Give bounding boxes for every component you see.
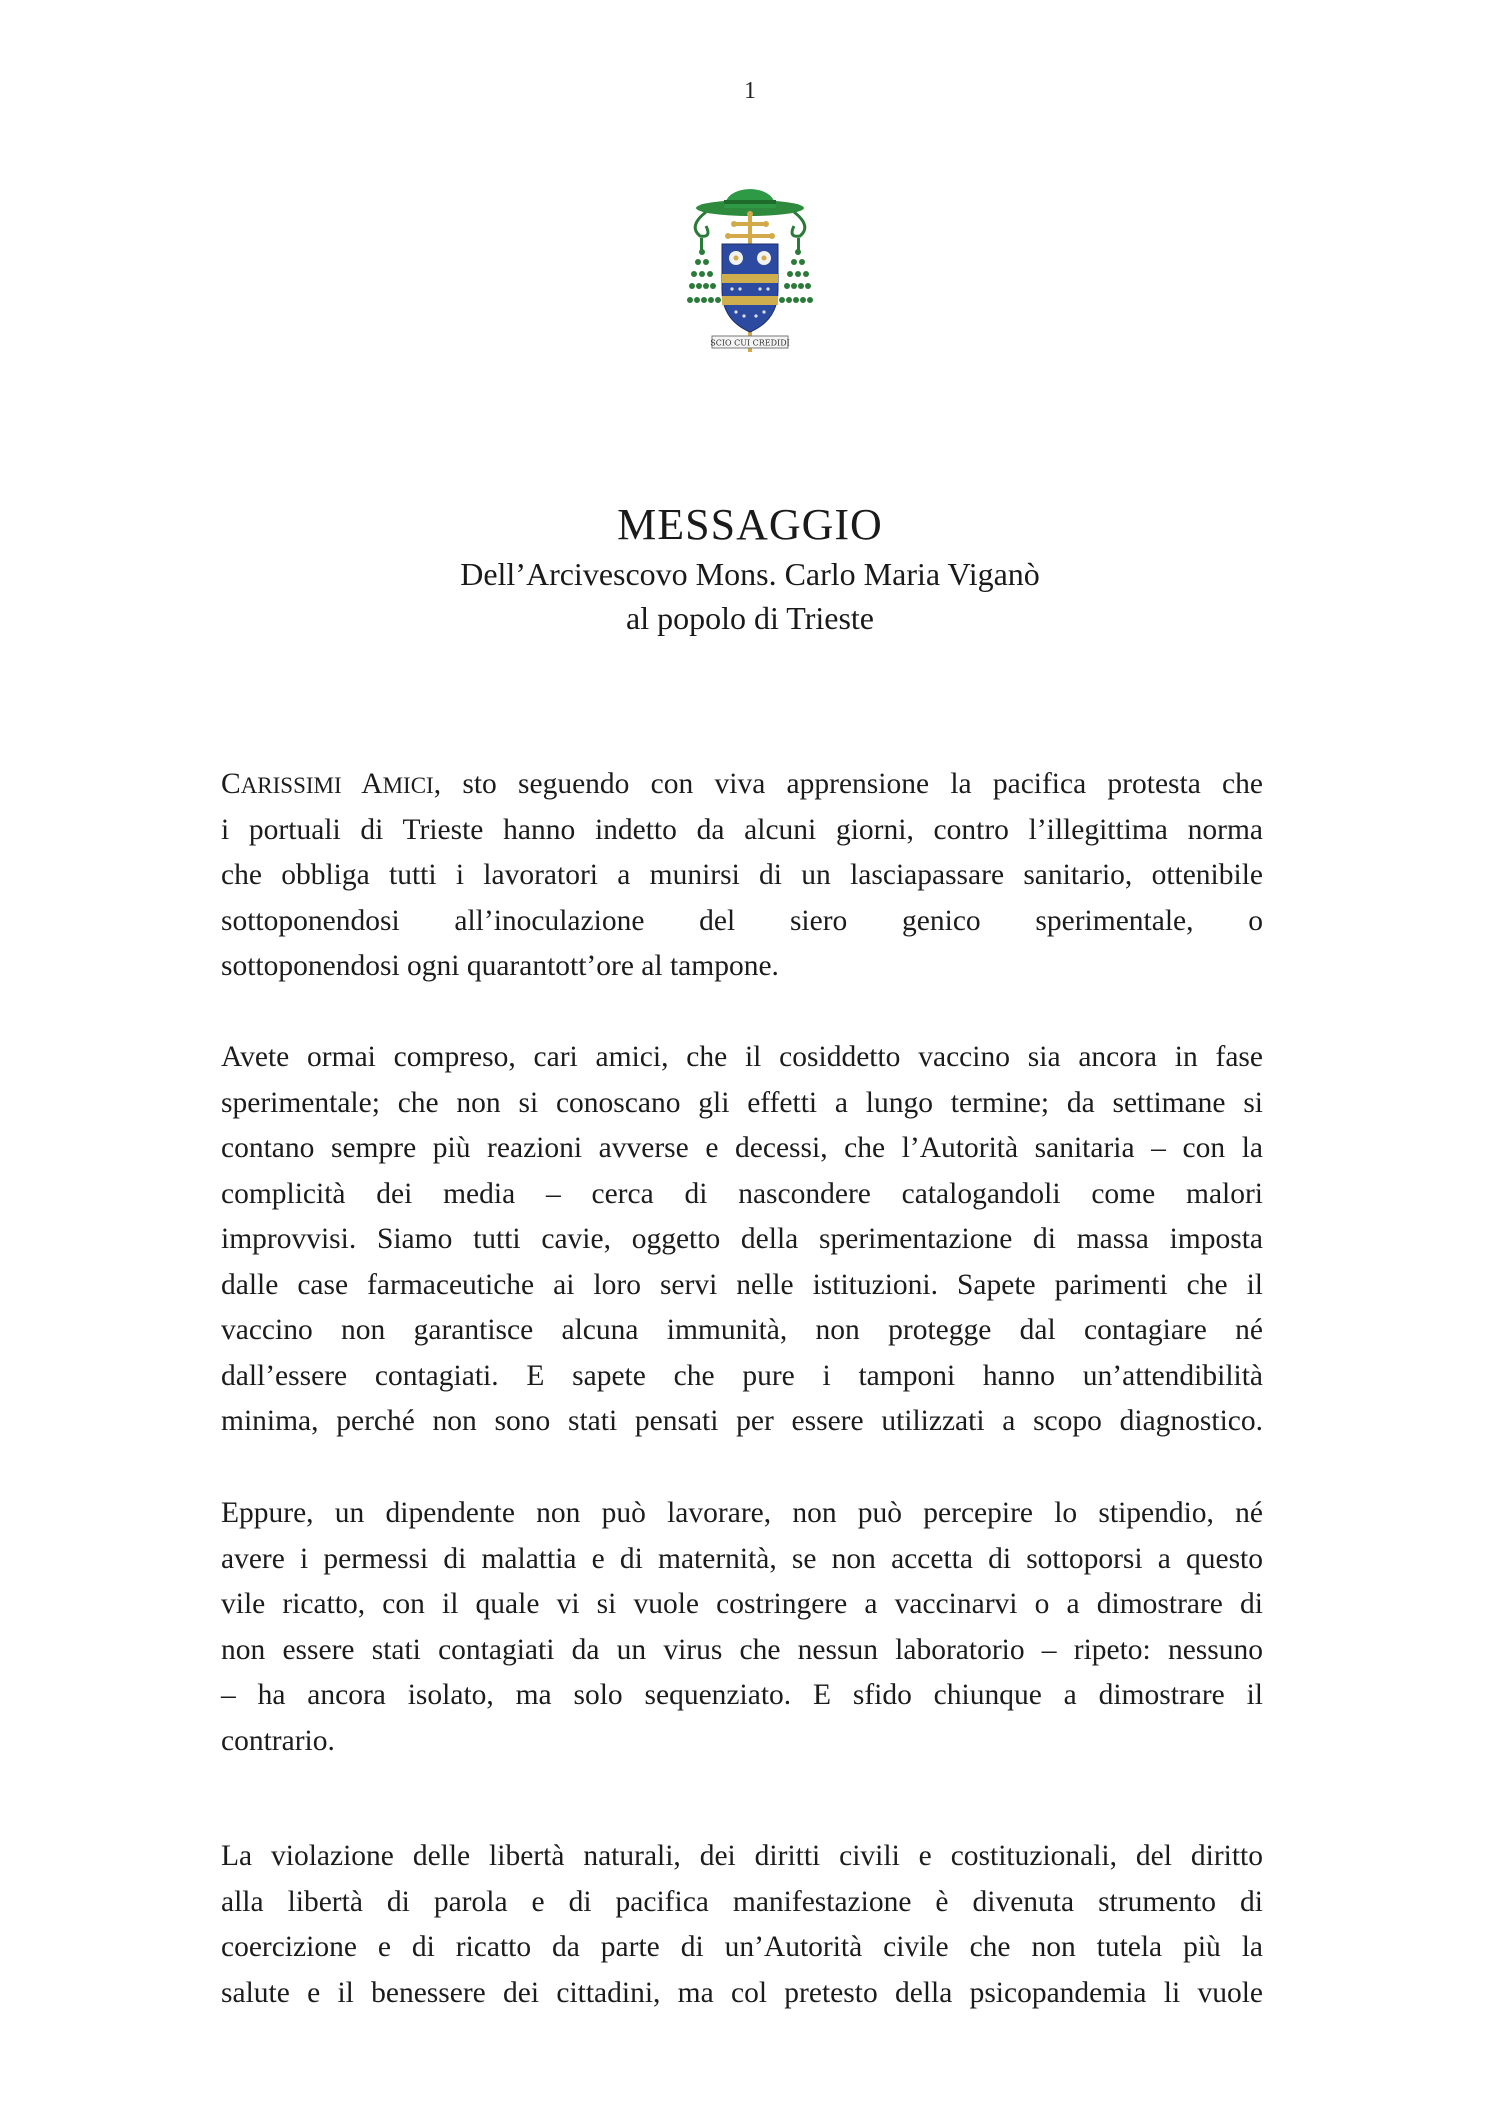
coat-of-arms-icon [684, 186, 816, 361]
page-number: 1 [744, 78, 756, 104]
paragraph-line: i portuali di Trieste hanno indetto da alcuni giorni, contro l’illegittima norma [221, 813, 1263, 846]
document-title: MESSAGGIO [617, 500, 883, 549]
paragraph-line: coercizione e di ricatto da parte di un’Autorità civile che non tutela più la [221, 1931, 1263, 1963]
salutation-cap: A [361, 768, 383, 800]
salutation-smallcaps: ARISSIMI [240, 773, 362, 798]
paragraph-line: contano sempre più reazioni avverse e decessi, che l’Autorità sanitaria – con la [221, 1132, 1263, 1164]
document-header [0, 498, 1500, 640]
paragraph-line: Eppure, un dipendente non può lavorare, non può percepire lo stipendio, né [221, 1497, 1263, 1529]
paragraph-line: dall’essere contagiati. E sapete che pure i tamponi hanno un’attendibilità [221, 1359, 1263, 1392]
salutation-cap: C [221, 768, 241, 800]
paragraph-line: avere i permessi di malattia e di maternità, se non accetta di sottoporsi a questo [221, 1542, 1263, 1575]
paragraph-3 [221, 1491, 1263, 1764]
paragraph-2 [221, 1035, 1263, 1445]
document-subtitle-author: Dell’Arcivescovo Mons. Carlo Maria Viganò [460, 556, 1040, 592]
paragraph-line: vaccino non garantisce alcuna immunità, non protegge dal contagiare né [221, 1314, 1263, 1346]
paragraph-line: che obbliga tutti i lavoratori a munirsi di un lasciapassare sanitario, ottenibile [221, 859, 1263, 891]
paragraph-line: sottoponendosi all’inoculazione del siero genico sperimentale, o [221, 904, 1263, 937]
paragraph-line: sperimentale; che non si conoscano gli effetti a lungo termine; da settimane si [221, 1086, 1263, 1119]
paragraph-line: contrario. [221, 1724, 335, 1757]
salutation [221, 768, 434, 800]
paragraph-line: dalle case farmaceutiche ai loro servi nelle istituzioni. Sapete parimenti che il [221, 1268, 1263, 1301]
paragraph-line: vile ricatto, con il quale vi si vuole costringere a vaccinarvi o a dimostrare di [221, 1588, 1263, 1620]
paragraph-1 [221, 762, 1263, 990]
paragraph-line: alla libertà di parola e di pacifica manifestazione è divenuta strumento di [221, 1885, 1263, 1918]
paragraph-line: improvvisi. Siamo tutti cavie, oggetto della sperimentazione di massa imposta [221, 1223, 1263, 1255]
paragraph-line: salute e il benessere dei cittadini, ma col pretesto della psicopandemia li vuole [221, 1976, 1263, 2009]
paragraph-line: Avete ormai compreso, cari amici, che il cosiddetto vaccino sia ancora in fase [221, 1041, 1263, 1073]
paragraph-4 [221, 1834, 1263, 2016]
paragraph-line: complicità dei media – cerca di nascondere catalogandoli come malori [221, 1177, 1263, 1210]
crest-motto: SCIO CUI CREDIDI [710, 338, 790, 348]
line-text: , sto seguendo con viva apprensione la pacifica protesta che [433, 768, 1263, 800]
salutation-smallcaps: MICI [382, 773, 434, 798]
paragraph-line: – ha ancora isolato, ma solo sequenziato. E sfido chiunque a dimostrare il [221, 1679, 1263, 1711]
paragraph-line: minima, perché non sono stati pensati per essere utilizzati a scopo diagnostico. [221, 1405, 1263, 1437]
document-subtitle-recipient: al popolo di Trieste [625, 600, 874, 636]
paragraph-line: non essere stati contagiati da un virus che nessun laboratorio – ripeto: nessuno [221, 1633, 1263, 1666]
paragraph-line [221, 762, 1263, 808]
paragraph-line: sottoponendosi ogni quarantott’ore al tampone. [221, 950, 779, 982]
paragraph-line: La violazione delle libertà naturali, dei diritti civili e costituzionali, del diritto [221, 1840, 1263, 1872]
